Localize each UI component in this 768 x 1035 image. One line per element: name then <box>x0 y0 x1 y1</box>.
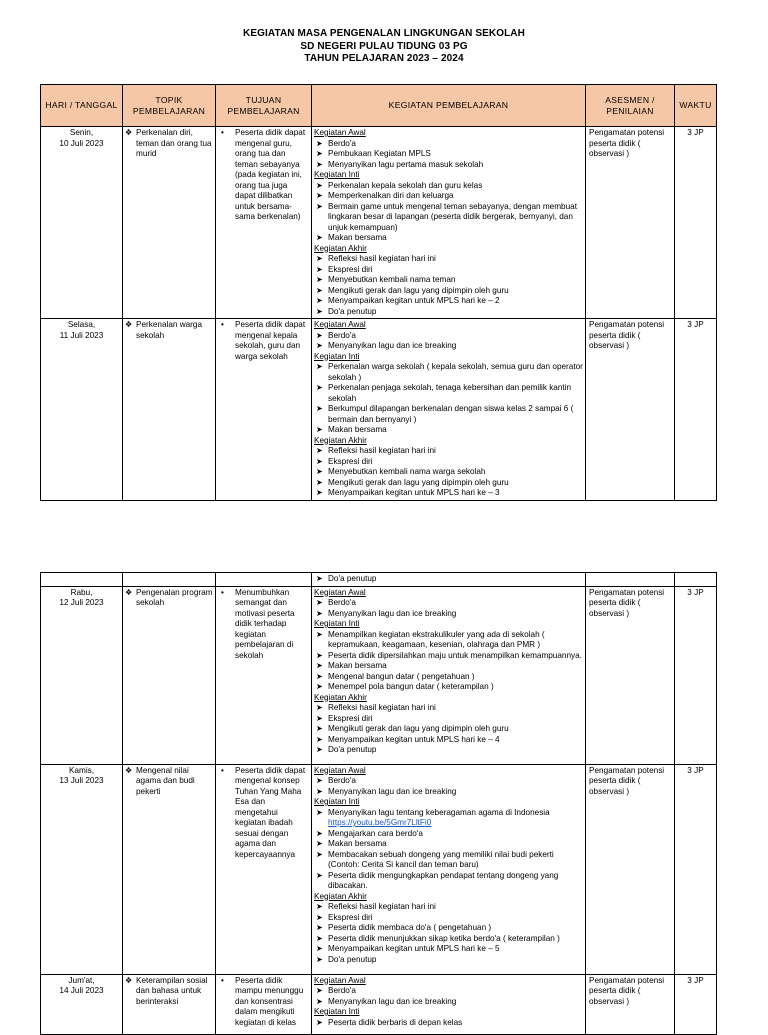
list-item <box>314 829 583 840</box>
list-item <box>314 1018 583 1029</box>
list-item <box>314 149 583 160</box>
list-item-text: Ekspresi diri <box>328 713 373 723</box>
arrow-bullet-icon: ➤ <box>316 456 323 466</box>
list-item <box>314 341 583 352</box>
activity-cell <box>312 764 586 974</box>
day-name: Senin, <box>69 128 94 137</box>
goal-cell <box>216 586 312 764</box>
arrow-bullet-icon: ➤ <box>316 477 323 487</box>
arrow-bullet-icon: ➤ <box>316 996 323 1006</box>
section-awal: Kegiatan Awal <box>314 975 366 985</box>
list-item <box>314 265 583 276</box>
arrow-bullet-icon: ➤ <box>316 986 323 995</box>
assessment-cell: Pengamatan potensi peserta didik ( observasi ) <box>586 319 675 501</box>
table-row <box>41 974 717 1034</box>
list-item-text: Ekspresi diri <box>328 264 373 274</box>
arrow-bullet-icon: ➤ <box>316 264 323 274</box>
list-item-text: Makan bersama <box>328 839 387 848</box>
list-item <box>314 160 583 171</box>
time-cell: 3 JP <box>675 586 717 764</box>
section-inti: Kegiatan Inti <box>314 170 360 179</box>
list-item <box>314 850 583 871</box>
arrow-bullet-icon: ➤ <box>316 1017 323 1027</box>
table-header-row <box>41 85 717 127</box>
arrow-bullet-icon: ➤ <box>316 828 323 838</box>
arrow-bullet-icon: ➤ <box>316 933 323 943</box>
list-item <box>314 383 583 404</box>
day-cell <box>41 319 123 501</box>
list-item-text: Berdo'a <box>328 330 356 340</box>
goal-item <box>218 320 309 362</box>
arrow-bullet-icon: ➤ <box>316 661 323 670</box>
arrow-bullet-icon: ➤ <box>316 912 323 922</box>
dot-bullet-icon: • <box>221 765 224 775</box>
col-header-waktu: WAKTU <box>675 85 717 127</box>
arrow-bullet-icon: ➤ <box>316 341 323 350</box>
topic-cell <box>123 974 216 1034</box>
list-item-text: Menyebutkan kembali nama teman <box>328 275 456 284</box>
list-item-text: Menyebutkan kembali nama warga sekolah <box>328 467 486 476</box>
topic-cell <box>123 127 216 319</box>
arrow-bullet-icon: ➤ <box>316 671 323 681</box>
list-item <box>314 839 583 850</box>
list-item <box>314 286 583 297</box>
video-link[interactable]: https://youtu.be/5Gmr7LltFi0 <box>328 818 432 827</box>
col-header-topik: TOPIK PEMBELAJARAN <box>123 85 216 127</box>
goal-cell <box>216 319 312 501</box>
time-cell: 3 JP <box>675 974 717 1034</box>
list-item <box>314 425 583 436</box>
arrow-bullet-icon: ➤ <box>316 180 323 190</box>
topic-text: Keterampilan sosial dan bahasa untuk berinteraksi <box>136 975 208 1006</box>
list-item <box>314 735 583 746</box>
list-item-text: Menyampaikan kegitan untuk MPLS hari ke – 4 <box>328 734 500 744</box>
goal-text: Menumbuhkan semangat dan motivasi peserta didik terhadap kegiatan pembelajaran di sekolah <box>235 587 295 660</box>
list-item <box>314 902 583 913</box>
section-awal: Kegiatan Awal <box>314 320 366 329</box>
section-akhir: Kegiatan Akhir <box>314 891 367 901</box>
goal-text: Peserta didik dapat mengenal konsep Tuhan Yang Maha Esa dan mengetahui kegiatan ibadah sesuai dengan agama dan kepercayaannya <box>235 765 306 859</box>
list-item-text: Perkenalan warga sekolah ( kepala sekolah, semua guru dan operator sekolah ) <box>328 362 583 382</box>
list-item <box>314 997 583 1008</box>
title-line-3: TAHUN PELAJARAN 2023 – 2024 <box>304 53 464 64</box>
dot-bullet-icon: • <box>221 128 224 137</box>
activity-cell <box>312 127 586 319</box>
list-item-text: Menempel pola bangun datar ( keterampilan ) <box>328 682 494 691</box>
list-item <box>314 661 583 672</box>
list-item <box>314 457 583 468</box>
list-item-text: Menyampaikan kegitan untuk MPLS hari ke – 5 <box>328 944 500 953</box>
arrow-bullet-icon: ➤ <box>316 954 323 964</box>
list-item-text: Refleksi hasil kegiatan hari ini <box>328 703 436 712</box>
col-header-asesmen: ASESMEN / PENILAIAN <box>586 85 675 127</box>
list-item: ➤ Do'a penutup <box>316 574 377 583</box>
topic-item <box>125 320 213 341</box>
day-date: 13 Juli 2023 <box>59 776 104 785</box>
list-item-text: Ekspresi diri <box>328 912 373 922</box>
section-akhir: Kegiatan Akhir <box>314 243 367 253</box>
list-item <box>314 672 583 683</box>
day-name: Rabu, <box>70 587 93 597</box>
list-item-text: Menyanyikan lagu dan ice breaking <box>328 608 457 618</box>
section-awal: Kegiatan Awal <box>314 587 366 597</box>
list-item-text: Mengikuti gerak dan lagu yang dipimpin oleh guru <box>328 724 509 733</box>
list-item-text: Peserta didik membaca do'a ( pengetahuan ) <box>328 923 492 932</box>
list-item <box>314 362 583 383</box>
list-item-text: Do'a penutup <box>328 745 377 754</box>
goal-cell <box>216 764 312 974</box>
list-item <box>314 446 583 457</box>
schedule-table-page-2 <box>40 572 717 1035</box>
list-item-text: Refleksi hasil kegiatan hari ini <box>328 254 436 263</box>
day-date: 12 Juli 2023 <box>59 598 104 607</box>
list-item-text: Berdo'a <box>328 598 356 607</box>
arrow-bullet-icon: ➤ <box>316 923 323 932</box>
col-header-hari: HARI / TANGGAL <box>41 85 123 127</box>
list-item-text: Mengikuti gerak dan lagu yang dipimpin oleh guru <box>328 477 509 487</box>
list-item-text: Mengajarkan cara berdo'a <box>328 828 423 838</box>
document-title <box>0 28 768 66</box>
list-item-text: Berdo'a <box>328 776 356 785</box>
goal-cell <box>216 127 312 319</box>
goal-item <box>218 588 309 662</box>
day-cell <box>41 974 123 1034</box>
arrow-bullet-icon: ➤ <box>316 776 323 785</box>
list-item <box>314 598 583 609</box>
day-cell <box>41 127 123 319</box>
day-name: Jum'at, <box>68 975 95 985</box>
day-cell <box>41 764 123 974</box>
dot-bullet-icon: • <box>221 320 224 329</box>
time-cell: 3 JP <box>675 764 717 974</box>
day-name: Selasa, <box>67 320 96 329</box>
list-item <box>314 913 583 924</box>
list-item <box>314 478 583 489</box>
list-item <box>314 139 583 150</box>
list-item <box>314 191 583 202</box>
arrow-bullet-icon: ➤ <box>316 902 323 911</box>
list-item-text: Berdo'a <box>328 138 356 148</box>
topic-item <box>125 976 213 1008</box>
day-name: Kamis, <box>68 765 95 775</box>
arrow-bullet-icon: ➤ <box>316 446 323 455</box>
goal-cell <box>216 974 312 1034</box>
arrow-bullet-icon: ➤ <box>316 306 323 316</box>
schedule-table-page-1 <box>40 84 717 501</box>
arrow-bullet-icon: ➤ <box>316 849 323 859</box>
list-item-text: Makan bersama <box>328 233 387 242</box>
section-akhir: Kegiatan Akhir <box>314 692 367 702</box>
arrow-bullet-icon: ➤ <box>316 734 323 744</box>
list-item-text: Menampilkan kegiatan ekstrakulikuler yang ada di sekolah ( kepramukaan, keagamaan, kesenian, olahraga dan PMR ) <box>328 629 545 649</box>
goal-text: Peserta didik mampu menunggu dan konsentrasi dalam mengikuti kegiatan di kelas <box>235 975 304 1027</box>
list-item <box>314 787 583 798</box>
arrow-bullet-icon: ➤ <box>316 191 323 200</box>
arrow-bullet-icon: ➤ <box>316 944 323 953</box>
arrow-bullet-icon: ➤ <box>316 488 323 497</box>
assessment-cell: Pengamatan potensi peserta didik ( observasi ) <box>586 764 675 974</box>
list-item-text: Menyanyikan lagu dan ice breaking <box>328 786 457 796</box>
list-item <box>314 724 583 735</box>
day-date: 10 Juli 2023 <box>59 138 104 148</box>
assessment-cell: Pengamatan potensi peserta didik ( observasi ) <box>586 974 675 1034</box>
arrow-bullet-icon: ➤ <box>316 404 323 413</box>
section-inti: Kegiatan Inti <box>314 351 360 361</box>
arrow-bullet-icon: ➤ <box>316 703 323 712</box>
topic-item <box>125 128 213 160</box>
list-item <box>314 955 583 966</box>
list-item-text: Peserta didik dipersilahkan maju untuk menampilkan kemampuannya. <box>328 650 582 660</box>
arrow-bullet-icon: ➤ <box>316 201 323 211</box>
list-item-text: Menyampaikan kegitan untuk MPLS hari ke – 3 <box>328 488 500 497</box>
arrow-bullet-icon: ➤ <box>316 425 323 434</box>
col-header-kegiatan: KEGIATAN PEMBELAJARAN <box>312 85 586 127</box>
list-item <box>314 871 583 892</box>
arrow-bullet-icon: ➤ <box>316 383 323 392</box>
arrow-bullet-icon: ➤ <box>316 724 323 733</box>
list-item-text: Berdo'a <box>328 986 356 995</box>
list-item <box>314 331 583 342</box>
list-item-text: Menyanyikan lagu tentang keberagaman agama di Indonesia https://youtu.be/5Gmr7LltFi0 <box>328 807 550 827</box>
list-item-text: Bermain game untuk mengenal teman sebayanya, dengan membuat lingkaran besar di lapangan (peserta didik bergerak, bernyanyi, dan unjuk kemampuan) <box>328 201 577 232</box>
diamond-bullet-icon: ❖ <box>125 320 133 329</box>
dot-bullet-icon: • <box>221 975 224 985</box>
list-item-text: Perkenalan penjaga sekolah, tenaga kebersihan dan pemilik kantin sekolah <box>328 383 572 403</box>
table-row <box>41 127 717 319</box>
time-cell: 3 JP <box>675 319 717 501</box>
arrow-bullet-icon: ➤ <box>316 870 323 880</box>
topic-cell <box>123 586 216 764</box>
arrow-bullet-icon: ➤ <box>316 807 323 817</box>
arrow-bullet-icon: ➤ <box>316 467 323 476</box>
list-item <box>314 745 583 756</box>
arrow-bullet-icon: ➤ <box>316 330 323 340</box>
goal-text: Peserta didik dapat mengenal guru, orang tua dan teman sebayanya (pada kegiatan ini, orang tua juga dapat dilibatkan untuk bersama-sama berkenalan) <box>235 128 306 221</box>
list-item-text: Refleksi hasil kegiatan hari ini <box>328 446 436 455</box>
list-item <box>314 808 583 829</box>
list-item <box>314 202 583 234</box>
activity-cell <box>312 586 586 764</box>
list-item-text: Makan bersama <box>328 661 387 670</box>
topic-item <box>125 588 213 609</box>
goal-text: Peserta didik dapat mengenal kepala sekolah, guru dan warga sekolah <box>235 320 306 361</box>
arrow-bullet-icon: ➤ <box>316 362 323 371</box>
assessment-cell: Pengamatan potensi peserta didik ( observasi ) <box>586 586 675 764</box>
arrow-bullet-icon: ➤ <box>316 254 323 263</box>
table-row <box>41 764 717 974</box>
list-item <box>314 682 583 693</box>
topic-text: Perkenalan diri, teman dan orang tua murid <box>136 128 212 158</box>
arrow-bullet-icon: ➤ <box>316 138 323 148</box>
list-item-text: Peserta didik mengungkapkan pendapat tentang dongeng yang dibacakan. <box>328 870 559 890</box>
arrow-bullet-icon: ➤ <box>316 285 323 295</box>
list-item <box>314 651 583 662</box>
diamond-bullet-icon: ❖ <box>125 587 133 597</box>
list-item-text: Memperkenalkan diri dan keluarga <box>328 191 454 200</box>
arrow-bullet-icon: ➤ <box>316 786 323 796</box>
list-item <box>314 703 583 714</box>
list-item <box>314 776 583 787</box>
list-item-text: Menyanyikan lagu dan ice breaking <box>328 996 457 1006</box>
list-item <box>314 181 583 192</box>
goal-item <box>218 128 309 223</box>
table-row <box>41 586 717 764</box>
list-item <box>314 488 583 499</box>
list-item <box>314 923 583 934</box>
list-item-text: Menyanyikan lagu pertama masuk sekolah <box>328 159 484 169</box>
list-item-text: Ekspresi diri <box>328 456 373 466</box>
list-item <box>314 714 583 725</box>
topic-text: Mengenal nilai agama dan budi pekerti <box>136 765 195 796</box>
list-item-text: Do'a penutup <box>328 306 377 316</box>
arrow-bullet-icon: ➤ <box>316 650 323 660</box>
section-awal: Kegiatan Awal <box>314 765 366 775</box>
section-inti: Kegiatan Inti <box>314 619 360 628</box>
list-item <box>314 404 583 425</box>
title-line-2: SD NEGERI PULAU TIDUNG 03 PG <box>300 40 468 52</box>
dot-bullet-icon: • <box>221 587 224 597</box>
assessment-cell: Pengamatan potensi peserta didik ( observasi ) <box>586 127 675 319</box>
activity-cell <box>312 974 586 1034</box>
goal-item <box>218 976 309 1029</box>
table-row <box>41 319 717 501</box>
topic-cell <box>123 764 216 974</box>
title-line-1: KEGIATAN MASA PENGENALAN LINGKUNGAN SEKOLAH <box>243 28 525 39</box>
arrow-bullet-icon: ➤ <box>316 233 323 242</box>
section-inti: Kegiatan Inti <box>314 1007 360 1016</box>
list-item-text: Refleksi hasil kegiatan hari ini <box>328 902 436 911</box>
day-date: 11 Juli 2023 <box>59 330 104 340</box>
list-item <box>314 233 583 244</box>
list-item <box>314 307 583 318</box>
arrow-bullet-icon: ➤ <box>316 745 323 754</box>
list-item-text: Menyanyikan lagu dan ice breaking <box>328 341 457 350</box>
arrow-bullet-icon: ➤ <box>316 598 323 607</box>
arrow-bullet-icon: ➤ <box>316 149 323 158</box>
arrow-bullet-icon: ➤ <box>316 839 323 848</box>
list-item-text: Membacakan sebuah dongeng yang memiliki nilai budi pekerti (Contoh: Cerita Si kancil dan teman baru) <box>328 849 554 869</box>
list-item <box>314 934 583 945</box>
section-awal: Kegiatan Awal <box>314 128 366 137</box>
goal-item <box>218 766 309 861</box>
arrow-bullet-icon: ➤ <box>316 682 323 691</box>
arrow-bullet-icon: ➤ <box>316 159 323 169</box>
list-item <box>314 467 583 478</box>
arrow-bullet-icon: ➤ <box>316 275 323 284</box>
list-item-text: Menyampaikan kegitan untuk MPLS hari ke – 2 <box>328 296 500 305</box>
list-item <box>314 986 583 997</box>
list-item-text: Makan bersama <box>328 425 387 434</box>
diamond-bullet-icon: ❖ <box>125 975 133 985</box>
list-item-text: Peserta didik menunjukkan sikap ketika berdo'a ( keterampilan ) <box>328 933 560 943</box>
topic-text: Pengenalan program sekolah <box>136 587 213 607</box>
section-akhir: Kegiatan Akhir <box>314 435 367 445</box>
list-item-text: Do'a penutup <box>328 954 377 964</box>
day-date: 14 Juli 2023 <box>59 986 104 995</box>
list-item <box>314 296 583 307</box>
list-item <box>314 609 583 620</box>
arrow-bullet-icon: ➤ <box>316 296 323 305</box>
activity-cell <box>312 319 586 501</box>
list-item-text: Mengikuti gerak dan lagu yang dipimpin oleh guru <box>328 285 509 295</box>
list-item-text: Mengenal bangun datar ( pengetahuan ) <box>328 671 475 681</box>
arrow-bullet-icon: ➤ <box>316 629 323 639</box>
topic-item <box>125 766 213 798</box>
topic-text: Perkenalan warga sekolah <box>136 320 202 340</box>
day-cell <box>41 586 123 764</box>
topic-cell <box>123 319 216 501</box>
list-item <box>314 944 583 955</box>
list-item-text: Perkenalan kepala sekolah dan guru kelas <box>328 180 483 190</box>
list-item <box>314 630 583 651</box>
col-header-tujuan: TUJUAN PEMBELAJARAN <box>216 85 312 127</box>
list-item-text: Berkumpul dilapangan berkenalan dengan siswa kelas 2 sampai 6 ( bermain dan bernyanyi ) <box>328 404 574 424</box>
diamond-bullet-icon: ❖ <box>125 128 133 137</box>
list-item <box>314 254 583 265</box>
list-item-text: Peserta didik berbaris di depan kelas <box>328 1017 463 1027</box>
list-item-text: Pembukaan Kegiatan MPLS <box>328 149 431 158</box>
arrow-bullet-icon: ➤ <box>316 574 323 583</box>
time-cell: 3 JP <box>675 127 717 319</box>
diamond-bullet-icon: ❖ <box>125 765 133 775</box>
arrow-bullet-icon: ➤ <box>316 608 323 618</box>
arrow-bullet-icon: ➤ <box>316 713 323 723</box>
list-item <box>314 275 583 286</box>
table-row-continuation <box>41 573 717 587</box>
section-inti: Kegiatan Inti <box>314 797 360 806</box>
